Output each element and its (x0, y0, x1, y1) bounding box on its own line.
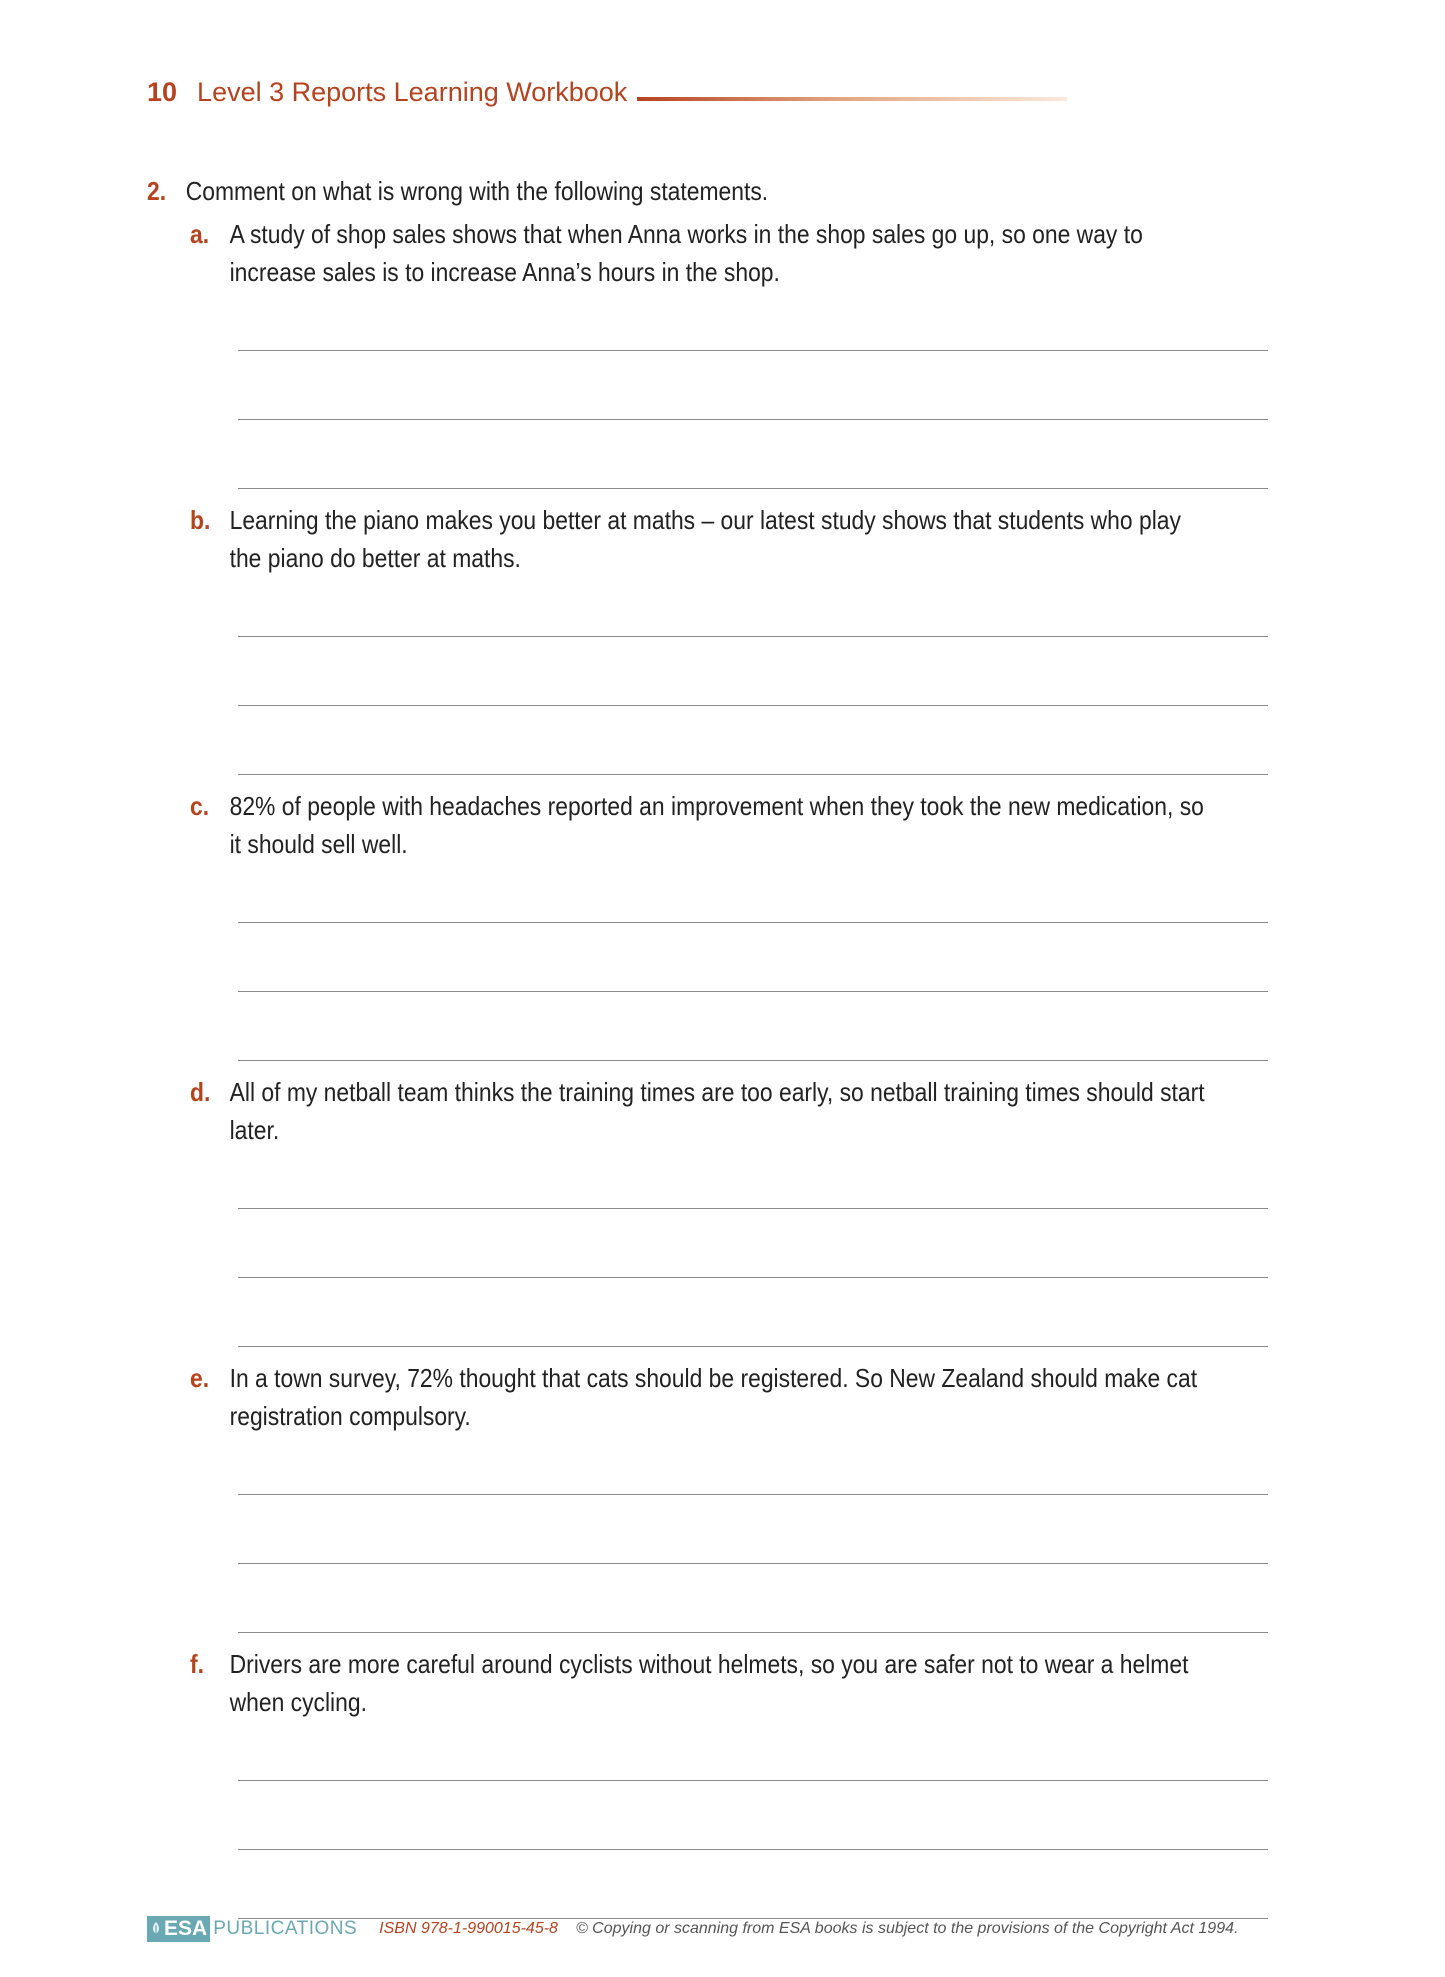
page-number: 10 (147, 76, 178, 107)
answer-line[interactable] (238, 1849, 1268, 1850)
answer-line[interactable] (238, 350, 1268, 351)
answer-line[interactable] (238, 774, 1268, 775)
book-title: Level 3 Reports Learning Workbook (197, 76, 628, 107)
item-letter: c. (190, 791, 210, 821)
item-letter: d. (190, 1077, 211, 1107)
item-text: All of my netball team thinks the training times are too early, so netball training times should start later. (229, 1077, 1205, 1145)
item-text: Drivers are more careful around cyclists without helmets, so you are safer not to wear a helmet when cycling. (229, 1649, 1189, 1717)
answer-line[interactable] (238, 991, 1268, 992)
answer-line[interactable] (238, 1780, 1268, 1781)
answer-line[interactable] (238, 1632, 1268, 1633)
answer-line[interactable] (238, 922, 1268, 923)
isbn: ISBN 978-1-990015-45-8 (379, 1920, 558, 1937)
question-2 (147, 176, 768, 207)
answer-line[interactable] (238, 1346, 1268, 1347)
item-text: 82% of people with headaches reported an improvement when they took the new medication, so it should sell well. (229, 791, 1204, 859)
copyright-notice: © Copying or scanning from ESA books is subject to the provisions of the Copyright Act 1994. (575, 1920, 1239, 1937)
answer-line[interactable] (238, 705, 1268, 706)
page-header (147, 74, 1067, 110)
esa-logo (147, 1916, 210, 1942)
answer-line[interactable] (238, 488, 1268, 489)
answer-line[interactable] (238, 419, 1268, 420)
logo-text: ESA (164, 1917, 208, 1940)
publisher-name: PUBLICATIONS (213, 1918, 358, 1939)
item-c (190, 787, 1270, 863)
answer-line[interactable] (238, 1494, 1268, 1495)
item-a (190, 215, 1270, 291)
question-prompt: Comment on what is wrong with the following statements. (185, 176, 769, 206)
item-letter: f. (190, 1649, 204, 1679)
question-number: 2. (147, 176, 167, 206)
header-rule (637, 97, 1067, 101)
item-b (190, 501, 1270, 577)
leaf-icon (150, 1921, 162, 1937)
answer-line[interactable] (238, 636, 1268, 637)
item-d (190, 1073, 1270, 1149)
answer-line[interactable] (238, 1060, 1268, 1061)
item-letter: a. (190, 219, 210, 249)
item-letter: e. (190, 1363, 210, 1393)
answer-line[interactable] (238, 1277, 1268, 1278)
answer-line[interactable] (238, 1563, 1268, 1564)
item-text: Learning the piano makes you better at maths – our latest study shows that students who play the piano do better at maths. (229, 505, 1181, 573)
item-text: A study of shop sales shows that when Anna works in the shop sales go up, so one way to increase sales is to increase Anna’s hours in the shop. (229, 219, 1143, 287)
item-text: In a town survey, 72% thought that cats should be registered. So New Zealand should make cat registration compulsory. (229, 1363, 1198, 1431)
item-f (190, 1645, 1270, 1721)
page-footer (147, 1916, 1238, 1942)
item-letter: b. (190, 505, 211, 535)
item-e (190, 1359, 1270, 1435)
answer-line[interactable] (238, 1208, 1268, 1209)
